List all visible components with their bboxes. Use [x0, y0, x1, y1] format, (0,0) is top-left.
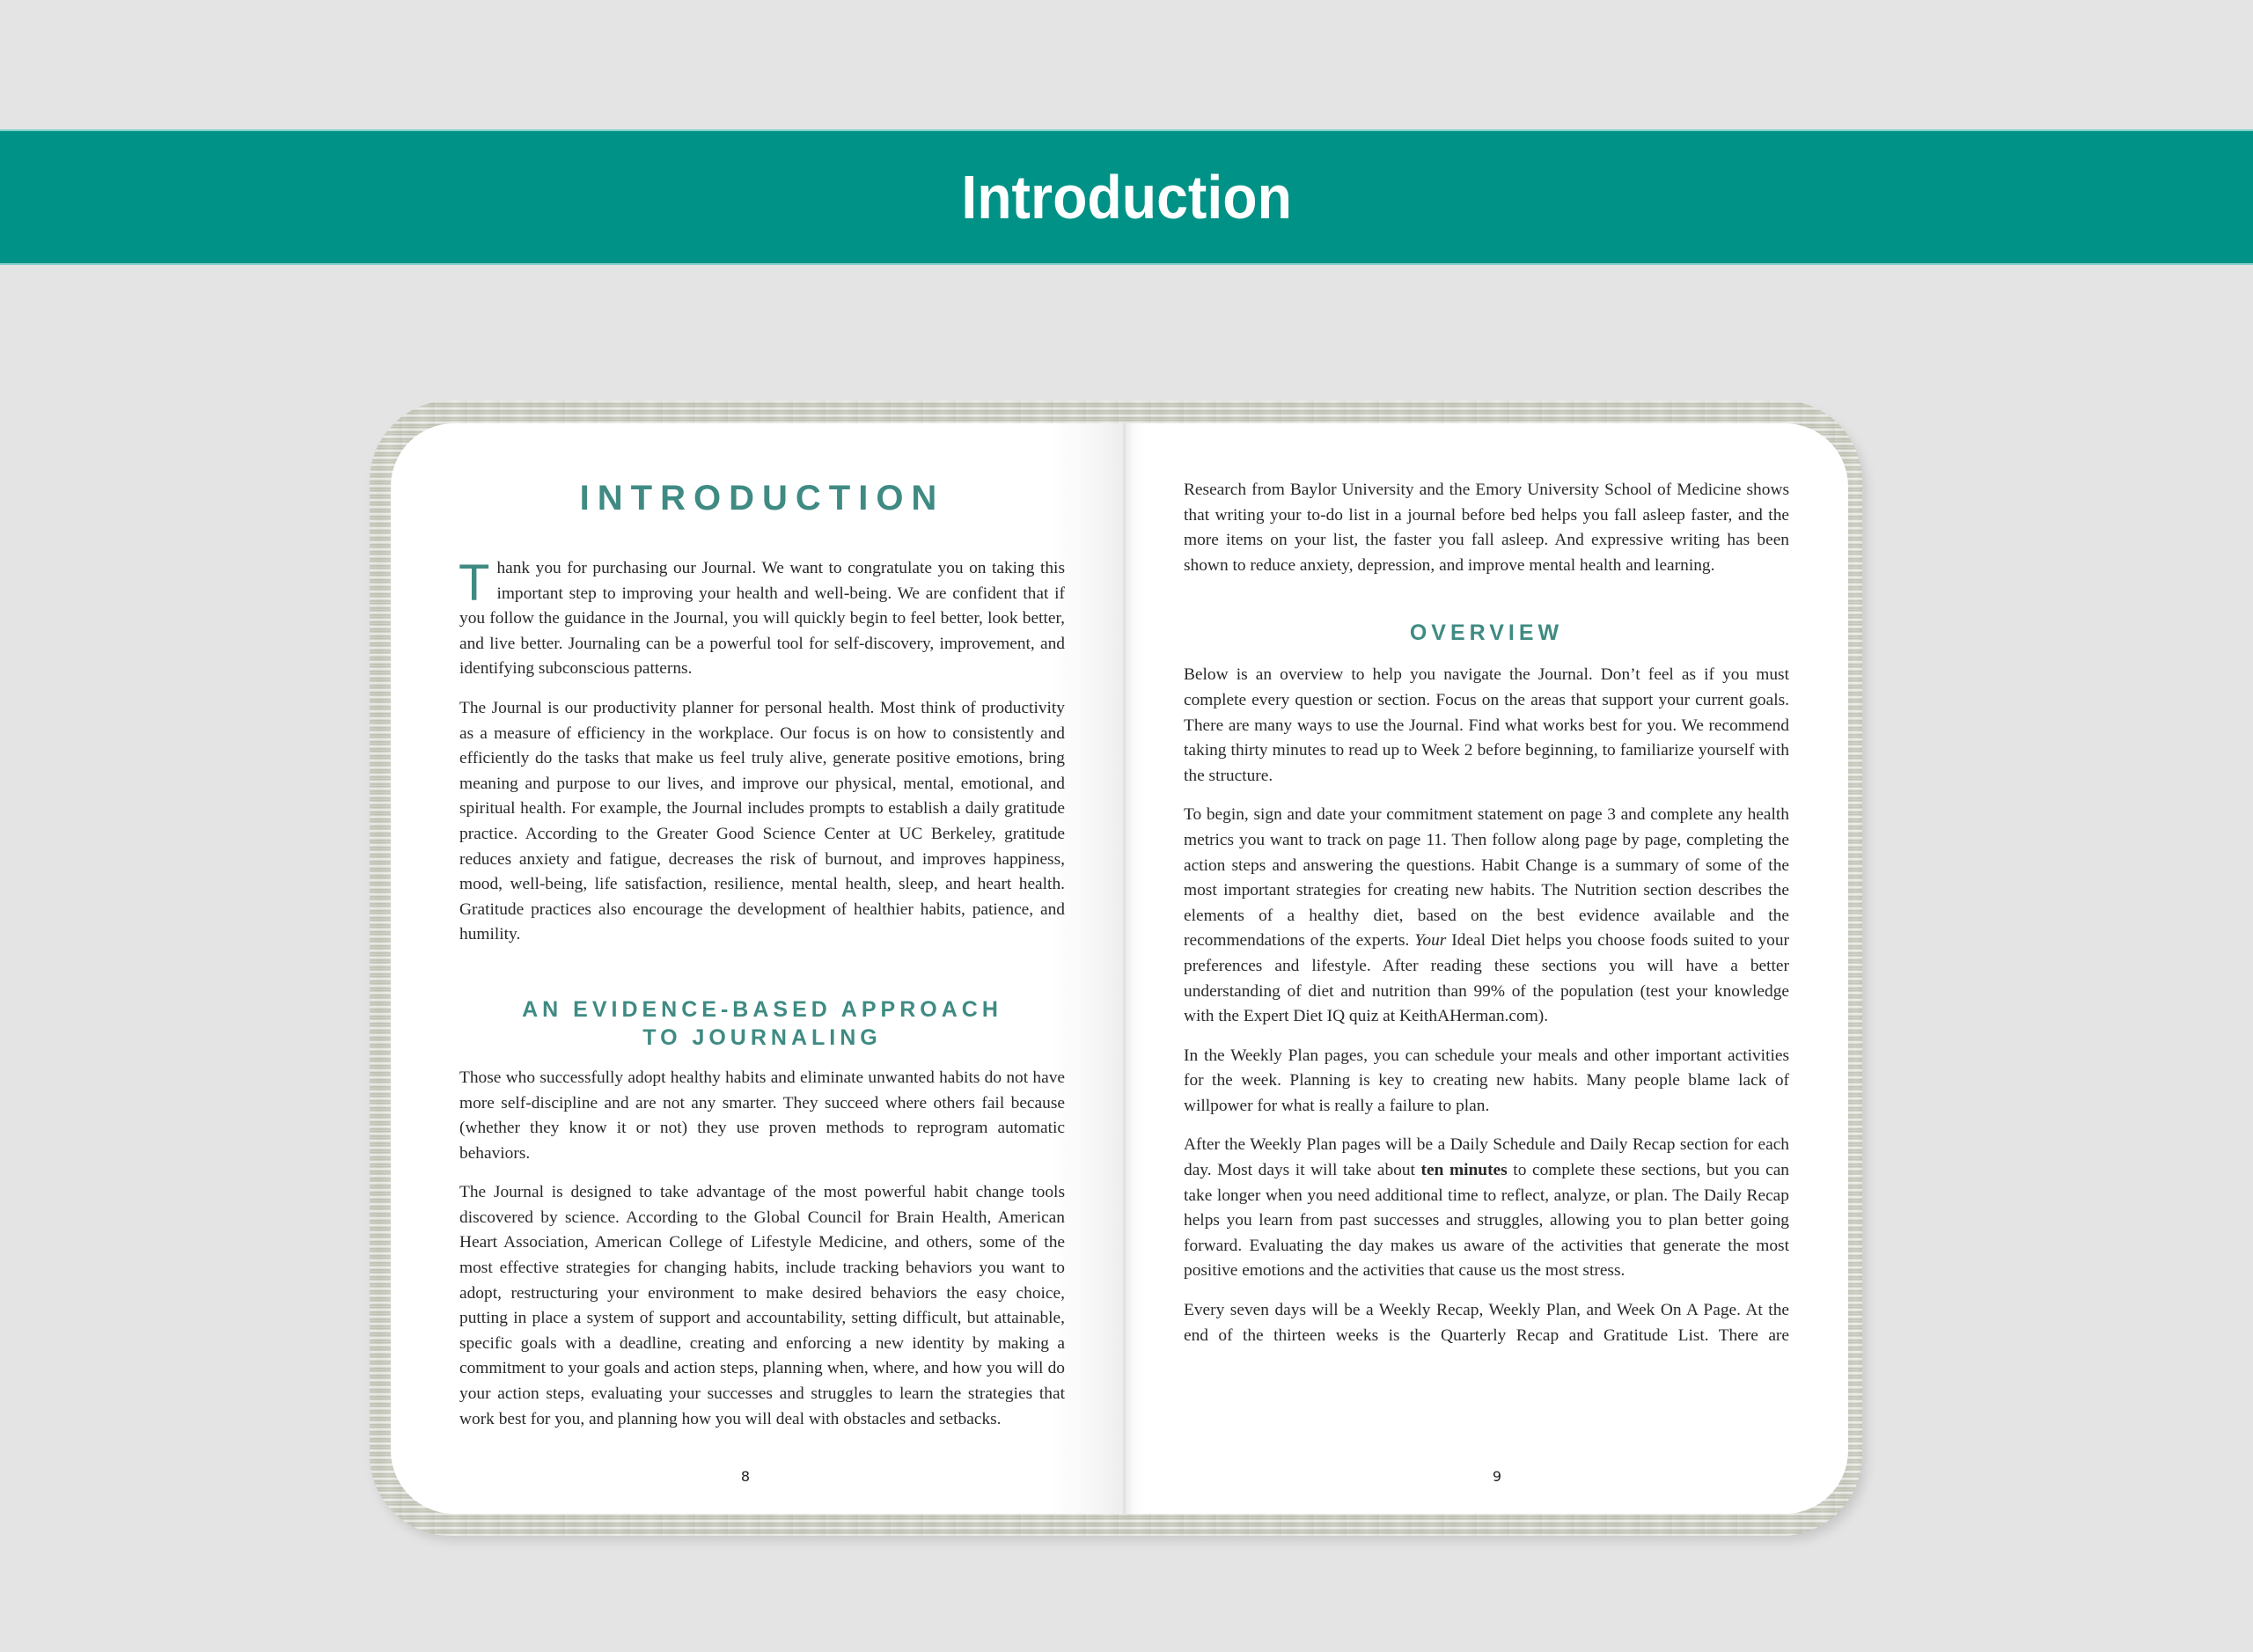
left-page-content — [459, 475, 1065, 1446]
body-paragraph — [1184, 1133, 1789, 1284]
body-paragraph: Below is an overview to help you navigate the Journal. Don’t feel as if you must complete every question or section. Focus on the areas that support your current goals. There are many ways to use the Journal. Find what works best for you. We recommend taking thirty minutes to read up to Week 2 before beginning, to familiarize yourself with the structure. — [1184, 665, 1789, 785]
body-paragraph — [1184, 803, 1789, 1029]
text-run: After the Weekly Plan pages will be a Daily Schedule and Daily Recap section for each day. Most days it will take about — [1184, 1135, 1789, 1180]
banner-title: Introduction — [961, 163, 1292, 231]
intro-paragraph-text: hank you for purchasing our Journal. We want to congratulate you on taking this important step to improving your health and well-being. We are confident that if you follow the guidance in the Journal, you will quickly begin to feel better, look better, and live better. Journaling can be a powerful tool for self-discovery, improvement, and identifying subconscious patterns. — [459, 559, 1065, 679]
page-number-left: 8 — [740, 1468, 751, 1485]
subheading-line-2: TO JOURNALING — [642, 1024, 882, 1050]
right-page-content — [1184, 478, 1789, 1362]
section-heading-overview: OVERVIEW — [1409, 620, 1564, 646]
drop-cap: T — [459, 554, 490, 612]
page-number-right: 9 — [1492, 1468, 1502, 1485]
italic-text: Your — [1414, 931, 1447, 951]
title-banner — [0, 129, 2253, 265]
text-run: To begin, sign and date your commitment statement on page 3 and complete any health metrics you want to track on page 11. Then follow along page by page, completing the action steps and answering the questions. Habit Change is a summary of some of the most important strategies for creating new habits. The Nutrition section describes the elements of a healthy diet, based on the best evidence available and the recommendations of the experts. — [1184, 805, 1789, 951]
intro-paragraph — [459, 556, 1065, 682]
section-heading-evidence-based — [459, 995, 1065, 1052]
text-run: Ideal Diet helps you choose foods suited to your preferences and lifestyle. After reading these sections you will have a better understanding of diet and nutrition than 99% of the population (test your knowledge with the Expert Diet IQ quiz at KeithAHerman.com). — [1184, 931, 1789, 1026]
text-run: to complete these sections, but you can take longer when you need additional time to reflect, analyze, or plan. The Daily Recap helps you learn from past successes and struggles, allowing you to plan better going forward. Evaluating the day makes us aware of the activities that generate the most positive emotions and the activities that cause us the most stress. — [1184, 1161, 1789, 1281]
body-paragraph: The Journal is our productivity planner for personal health. Most think of productivity as a measure of efficiency in the workplace. Our focus is on how to consistently and efficiently do the tasks that make us feel truly alive, generate positive emotions, bring meaning and purpose to our lives, and improve our physical, mental, emotional, and spiritual health. For example, the Journal includes prompts to establish a daily gratitude practice. According to the Greater Good Science Center at UC Berkeley, gratitude reduces anxiety and fatigue, decreases the risk of burnout, and improves happiness, mood, well-being, life satisfaction, resilience, mental health, sleep, and heart health. Gratitude practices also encourage the development of healthier habits, patience, and humility. — [459, 698, 1065, 944]
body-paragraph: The Journal is designed to take advantage of the most powerful habit change tools discovered by science. According to the Global Council for Brain Health, American Heart Association, American College of Lifestyle Medicine, and others, some of the most effective strategies for changing habits, include tracking behaviors you want to adopt, restructuring your environment to make desired behaviors the easy choice, putting in place a system of support and accountability, setting difficult, but attainable, specific goals with a deadline, creating and enforcing a new identity by making a commitment to your goals and action steps, planning when, where, and how you will do your action steps, evaluating your successes and struggles to learn the strategies that work best for you, and planning how you will deal with obstacles and setbacks. — [459, 1183, 1065, 1428]
book-spine — [1123, 423, 1126, 1514]
subheading-line-1: AN EVIDENCE-BASED APPROACH — [522, 996, 1002, 1022]
section-heading-introduction: INTRODUCTION — [579, 479, 945, 518]
body-paragraph: Those who successfully adopt healthy habits and eliminate unwanted habits do not have more self-discipline and are not any smarter. They succeed where others fail because (whether they know it or not) they use proven methods to reprogram automatic behaviors. — [459, 1068, 1065, 1163]
bold-text: ten minutes — [1420, 1161, 1508, 1180]
body-paragraph: Research from Baylor University and the Emory University School of Medicine shows that writing your to-do list in a journal before bed helps you fall asleep faster, and the more items on your list, the faster you fall asleep. And expressive writing has been shown to reduce anxiety, depression, and improve mental health and learning. — [1184, 481, 1789, 575]
body-paragraph: Every seven days will be a Weekly Recap, Weekly Plan, and Week On A Page. At the end of the thirteen weeks is the Quarterly Recap and Gratitude List. There are — [1184, 1301, 1789, 1345]
body-paragraph: In the Weekly Plan pages, you can schedule your meals and other important activities for the week. Planning is key to creating new habits. Many people blame lack of willpower for what is really a failure to plan. — [1184, 1046, 1789, 1115]
